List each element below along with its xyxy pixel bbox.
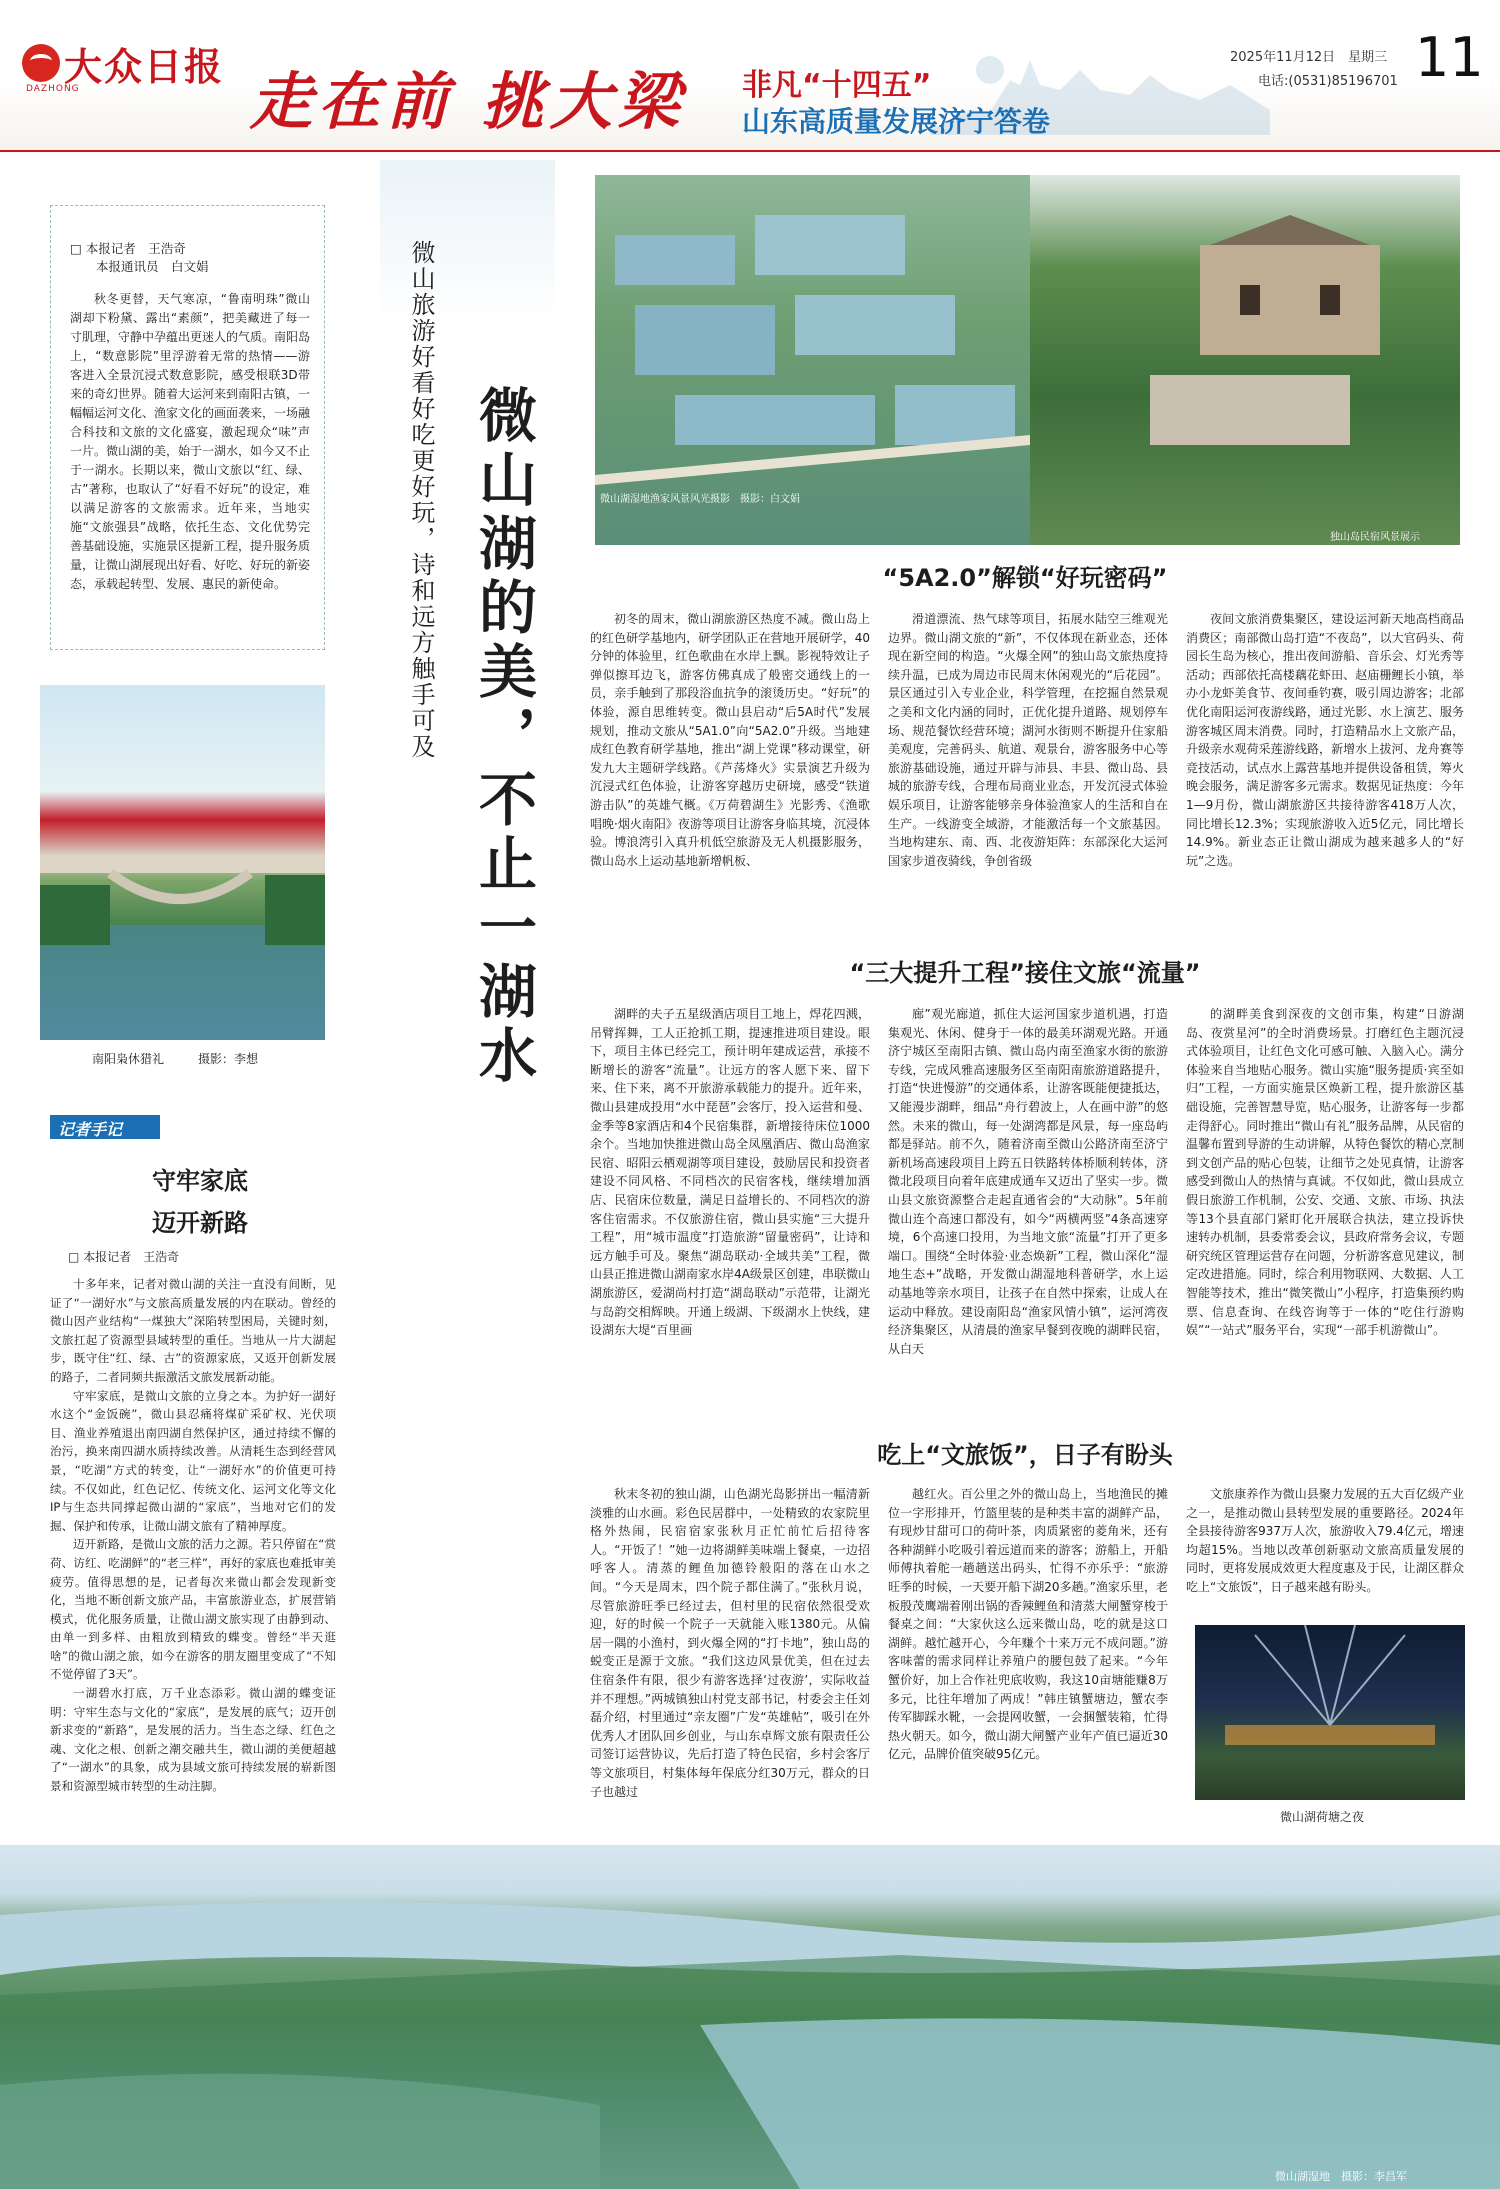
section3-col1-text: 秋末冬初的独山湖，山色湖光岛影拼出一幅清新淡雅的山水画。彩色民居群中，一处精致的农家院里格外热闹，民宿宿家张秋月正忙前忙后招待客人。“开饭了！”她一边将湖鲜美味端上餐桌，一边招呼客人。清蒸的鲤鱼加德铃般阳的落在山水之间。“今天是周末，四个院子都住满了。”张秋月说，尽管旅游旺季已经过去，但村里的民宿依然很受欢迎，好的时候一个院子一天就能入账1380元。从偏居一隅的小渔村，到火爆全网的“打卡地”，独山岛的蜕变正是源于文旅。“我们这边风景优美，但在过去住宿条件有限，很少有游客选择‘过夜游’，实际收益并不理想。”两城镇独山村党支部书记，村委会主任刘磊介绍，村里通过“亲友圈”广发“英雄帖”，吸引在外优秀人才团队回乡创业，与山东卓辉文旅有限责任公司签订运营协议，先后打造了特色民宿，乡村会客厅等文旅项目，村集体每年保底分红30万元，群众的日子也越过 [590, 1487, 870, 1799]
night-lights-illustration [1195, 1625, 1465, 1800]
main-headline: 微山湖的美，不止一湖水 [469, 385, 537, 1089]
wetland-photo-caption: 微山湖湿地渔家风景风光摄影 摄影：白文娟 [600, 494, 800, 505]
bridge-photo-credit: 摄影：李想 [198, 1052, 259, 1066]
bridge-illustration [40, 685, 325, 1040]
section1-col2-text: 滑道漂流、热气球等项目，拓展水陆空三维观光边界。微山湖文旅的“新”，不仅体现在新业态，还体现在新空间的构造。“火爆全网”的独山岛文旅热度持续升温，已成为周边市民周末休闲观光的“后花园”。景区通过引入专业企业，科学管理，在挖掘自然景观之美和文化内涵的同时，正优化提升道路、规划停车场、规范餐饮经营环境；湖河水街则不断提升住家船美观度，完善码头、航道、观景台，游客服务中心等旅游基础设施，通过开辟与沛县、丰县、微山岛、县城的旅游专线，合理布局商业业态，开发沉浸式体验娱乐项目，让游客能够亲身体验渔家人的生活和自在生产。一线游变全域游，才能激活每一个文旅基因。当地构建东、南、西、北夜游矩阵：东部深化大运河国家步道夜骑线，争创省级 [888, 612, 1168, 868]
newspaper-logo-latin: DAZHONG [26, 84, 80, 94]
section2-title: “三大提升工程”接住文旅“流量” [849, 959, 1201, 987]
bridge-photo-caption: 南阳枭休猎礼 [92, 1052, 165, 1066]
section3-col2 [888, 1485, 1168, 1764]
section2-col3-text: 的湖畔美食到深夜的文创市集，构建“日游湖岛、夜赏星河”的全时消费场景。打磨红色主题沉浸式体验项目，让红色文化可感可触、入脑入心。满分体验来自当地贴心服务。微山实施“服务提质·宾至如归”工程，一方面实施景区焕新工程，提升旅游区基础设施，完善智慧导览，贴心服务，让游客每一步都走得舒心。同时推出“微山有礼”服务品牌，从民宿的温馨布置到导游的生动讲解，从特色餐饮的精心烹制到文创产品的贴心包装，让细节之处见真情，让游客感受到微山人的热情与真诚。不仅如此，微山县成立假日旅游工作机制，公安、交通、文旅、市场、执法等13个县直部门紧盯化开展联合执法，建立投诉快速转办机制，县委常委会议，县政府常务会议，专题研究统区管理运营存在问题，分析游客意见建议，制定改进措施。同时，综合利用物联网、大数据、人工智能等技术，推出“微笑微山”小程序，打造集预约购票、信息查询、在线咨询等于一体的“吃住行游购娱”“一站式”服务平台，实现“一部手机游微山”。 [1186, 1007, 1464, 1338]
bridge-photo [40, 685, 325, 1040]
island-village-photo [1030, 175, 1460, 545]
section1-col1 [590, 610, 870, 870]
section2-col1-text: 湖畔的夫子五星级酒店项目工地上，焊花四溅，吊臂挥舞，工人正抢抓工期，提速推进项目建设。眼下，项目主体已经完工，预计明年建成运营，承接不断增长的游客“流量”。让远方的客人愿下来、留下来、住下来，离不开旅游承载能力的提升。近年来，微山县建成投用“水中琵琶”会客厅，投入运营和曼、金季等8家酒店和4个民宿集群，新增接待床位1000余个。当地加快推进微山岛全凤凰酒店、微山岛渔家民宿、昭阳云栖观湖等项目建设，鼓励居民和投资者建设不同风格、不同档次的民宿客栈，继续增加酒店、民宿床位数量，满足日益增长的、不同档次的游客住宿需求。不仅旅游住宿，微山县实施“三大提升工程”，用“城市温度”打造旅游“留量密码”，让诗和远方触手可及。聚焦“湖岛联动·全域共美”工程，微山县正推进微山湖南家水岸4A级景区创建，串联微山湖旅游区，爱湖尚村打造“湖岛联动”示范带，让湖光与岛韵交相辉映。开通上级湖、下级湖水上快线，建设湖东大堤“百里画 [590, 1007, 870, 1338]
section1-col1-text: 初冬的周末，微山湖旅游区热度不减。微山岛上的红色研学基地内，研学团队正在营地开展研学，40分钟的体验里，红色歌曲在水岸上飘。影视特效让子弹似擦耳边飞，游客仿佛真成了般密交通线上的一员，亲手触到了那段浴血抗争的滚烫历史。“好玩”的体验，源自思维转变。微山县启动“后5A时代”发展规划，推动文旅从“5A1.0”向“5A2.0”升级。当地建成红色教育研学基地，推出“湖上党课”移动课堂，研发九大主题研学线路。《芦荡烽火》实景演艺升级为沉浸式红色体验，让游客穿越历史研境，感受“铁道游击队”的英雄气概。《万荷碧湖生》光影秀、《渔歌唱晚·烟火南阳》夜游等项目让游客身临其境，沉浸体验。博浪湾引入真升机低空旅游及无人机摄影服务，微山岛水上运动基地新增帆板、 [590, 612, 870, 868]
panorama-illustration [0, 1845, 1500, 2189]
section3-col2-text: 越红火。百公里之外的微山岛上，当地渔民的摊位一字形排开，竹篮里装的是种类丰富的湖鲜产品，有现炒甘甜可口的荷叶茶，肉质紧密的菱角米，还有各种湖鲜小吃吸引着远道而来的游客；游船上，开船师傅执着舵一趟趟送出码头，忙得不亦乐乎：“旅游旺季的时候，一天要开船下湖20多趟。”渔家乐里，老板殷茂鹰端着刚出锅的香辣鲤鱼和清蒸大闸蟹穿梭于餐桌之间：“大家伙这么远来微山岛，吃的就是这口湖鲜。越忙越开心，今年赚个十来万元不成问题。”游客味蕾的需求同样让养殖户的腰包鼓了起来。“今年蟹价好，加上合作社兜底收购，我这10亩塘能赚8万多元，比往年增加了两成！”韩庄镇蟹塘边，蟹农李传军脚踩水靴，一会提网收蟹，一会捆蟹装箱，忙得热火朝天。如今，微山湖大闸蟹产业年产值已逼近30亿元，品牌价值突破95亿元。 [888, 1487, 1168, 1762]
section2-col2-text: 廊”观光廊道，抓住大运河国家步道机遇，打造集观光、休闲、健身于一体的最美环湖观光路。开通济宁城区至南阳古镇、微山岛内南至渔家水街的旅游专线，完成风雅高速服务区至南阳南旅游道路提升，打造“快进慢游”的交通体系，让游客既能便捷抵达，又能漫步湖畔，细品“舟行碧波上，人在画中游”的悠然。未来的微山，每一处湖湾都是风景，每一座岛屿都是驿站。前不久，随着济南至微山公路济南至济宁新机场高速段项目上跨五日铁路转体桥顺利转体，济微北段项目向着年底建成通车又迈出了坚实一步。微山县文旅资源整合走起直通省会的“大动脉”。5年前微山连个高速口都没有，如今“两横两竖”4条高速穿境，6个高速口投用，为当地文旅“流量”打开了更多端口。围绕“全时体验·业态焕新”工程，微山深化“湿地生态+”战略，开发微山湖湿地科普研学，水上运动基地等亲水项目，让孩子在自然中探索，让成人在运动中释放。建设南阳岛“渔家风情小镇”，运河湾夜经济集聚区，从清晨的渔家早餐到夜晚的湖畔民宿，从白天 [888, 1007, 1168, 1356]
note-paragraph: 一湖碧水打底，万千业态添彩。微山湖的蝶变证明：守牢生态与文化的“家底”，是发展的底气；迈开创新求变的“新路”，是发展的活力。当生态之绿、红色之魂、文化之根、创新之潮交融共生，微山湖的美便超越了“一湖水”的具象，成为县域文旅可持续发展的崭新图景和资源型城市转型的生动注脚。 [50, 1686, 336, 1794]
section3-col1 [590, 1485, 870, 1801]
note-title-line2: 迈开新路 [152, 1209, 248, 1237]
note-paragraph: 十多年来，记者对微山湖的关注一直没有间断，见证了“一湖好水”与文旅高质量发展的内在联动。曾经的微山因产业结构“一煤独大”深陷转型困局，关键时刻，文旅扛起了资源型县域转型的重任。当地从一片大湖起步，既守住“红、绿、古”的资源家底，又返开创新发展的路子，二者同频共振激活文旅发展新动能。 [50, 1277, 336, 1384]
section3-col3 [1186, 1485, 1464, 1597]
reporter-note-title [110, 1160, 290, 1244]
panorama-credit: 微山湖湿地 摄影：李昌军 [1275, 2170, 1407, 2183]
section1-col3-text: 夜间文旅消费集聚区，建设运河新天地高档商品消费区；南部微山岛打造“不夜岛”，以大官码头、荷园长生岛为核心，推出夜间游船、音乐会、灯光秀等活动；西部依托高楼藕花虾田、赵庙栅鲤长小镇，举办小龙虾美食节、夜间垂钓赛，吸引周边游客；北部优化南阳运河夜游线路，通过光影、水上演艺、服务游客城区周末消费。同时，打造精品水上文旅产品，升级亲水观荷采莲游线路，新增水上拔河、龙舟赛等竞技活动，试点水上露营基地并提供设备租赁，筹火晚会服务，满足游客多元需求。数据见证热度：今年1—9月份，微山湖旅游区共接待游客418万人次，同比增长12.3%；实现旅游收入近5亿元，同比增长14.9%。新业态正让微山湖成为越来越多人的“好玩”之选。 [1186, 612, 1464, 868]
section2-col3 [1186, 1005, 1464, 1340]
section1-col3 [1186, 610, 1464, 870]
phone-number: 电话:(0531)85196701 [1258, 74, 1398, 89]
byline-correspondent: 本报通讯员 白文娟 [96, 259, 209, 274]
masthead [0, 0, 1500, 150]
note-paragraph: 迈开新路，是微山文旅的活力之源。若只停留在“赏荷、访红、吃湖鲜”的“老三样”，再好的家底也难抵审美疲劳。值得思想的是，记者每次来微山都会发现新变化，当地不断创新文旅产品，丰富旅游业态，扩展营销模式，优化服务质量，让微山湖文旅实现了由静到动、由单一到多样、由粗放到精致的蝶变。曾经“半天逛啥”的微山湖之旅，如今在游客的朋友圈里变成了“不知不觉停留了3天”。 [50, 1537, 336, 1682]
headline-subtitle: 微山旅游好看好吃更好玩，诗和远方触手可及 [407, 240, 435, 760]
byline [70, 240, 209, 276]
reporter-note-byline: □ 本报记者 王浩奇 [68, 1250, 180, 1264]
house-illustration [1030, 175, 1460, 545]
section1-col2 [888, 610, 1168, 870]
section3-title: 吃上“文旅饭”，日子有盼头 [877, 1441, 1173, 1469]
section2-col1 [590, 1005, 870, 1340]
series-kicker: 非凡“十四五” [742, 68, 932, 103]
series-subtitle: 山东高质量发展济宁答卷 [742, 105, 1051, 138]
island-photo-caption: 独山岛民宿风景展示 [1330, 532, 1420, 543]
lotus-night-photo [1195, 1625, 1465, 1800]
issue-date: 2025年11月12日 星期三 [1230, 50, 1388, 65]
lotus-night-caption: 微山湖荷塘之夜 [1280, 1810, 1365, 1824]
newspaper-logo: 大众日报 [64, 44, 225, 89]
byline-reporter: □ 本报记者 王浩奇 [70, 241, 186, 256]
section1-title: “5A2.0”解锁“好玩密码” [882, 564, 1168, 592]
column-slogan: 走在前 挑大梁 [250, 65, 686, 138]
reporter-note-body [50, 1275, 336, 1796]
reporter-note-header: 记者手记 [50, 1115, 160, 1139]
intro-text: 秋冬更替，天气寒凉，“鲁南明珠”微山湖却下粉黛、露出“素颜”，把美藏进了每一寸肌理，守静中孕蕴出更迷人的气质。南阳岛上，“数意影院”里浮游着无常的热情——游客进入全景沉浸式数意影院，感受根联3D带来的奇幻世界。随着大运河来到南阳古镇，一幅幅运河文化、渔家文化的画面袭来，一场融合科技和文旅的文化盛宴，激起现众“味”声一片。微山湖的美，始于一湖水，如今又不止于一湖水。长期以来，微山文旅以“红、绿、古”著称，也取认了“好看不好玩”的设定，难以满足游客的文旅需求。近年来，当地实施“文旅强县”战略，依托生态、文化优势完善基础设施，实施景区提新工程，提升服务质量，让微山湖展现出好看、好吃、好玩的新姿态，承载起转型、发展、惠民的新使命。 [70, 292, 311, 591]
logo-emblem-icon [22, 44, 60, 82]
page-number: 11 [1415, 26, 1484, 89]
note-paragraph: 守牢家底，是微山文旅的立身之本。为护好一湖好水这个“金饭碗”，微山县忍痛将煤矿采矿权、光伏项目、渔业养殖退出南四湖自然保护区，通过持续不懈的治污，换来南四湖水质持续改善。从清耗生态到经营风景，“吃湖”方式的转变，让“一湖好水”的价值更可持续。不仅如此，红色记忆、传统文化、运河文化等文化IP与生态共同撑起微山湖的“家底”，当地对它们的发掘、保护和传承，让微山湖文旅有了精神厚度。 [50, 1388, 336, 1533]
note-title-line1: 守牢家底 [152, 1167, 248, 1195]
masthead-rule [0, 150, 1500, 152]
section2-col2 [888, 1005, 1168, 1358]
lake-panorama-photo [0, 1845, 1500, 2189]
section3-col3-text: 文旅康养作为微山县聚力发展的五大百亿级产业之一，是推动微山县转型发展的重要路径。2024年全县接待游客937万人次，旅游收入79.4亿元，增速均超15%。当地以改革创新驱动文旅高质量发展的同时，更将发展成效更大程度惠及于民，让湖区群众吃上“文旅饭”，日子越来越有盼头。 [1186, 1487, 1464, 1594]
